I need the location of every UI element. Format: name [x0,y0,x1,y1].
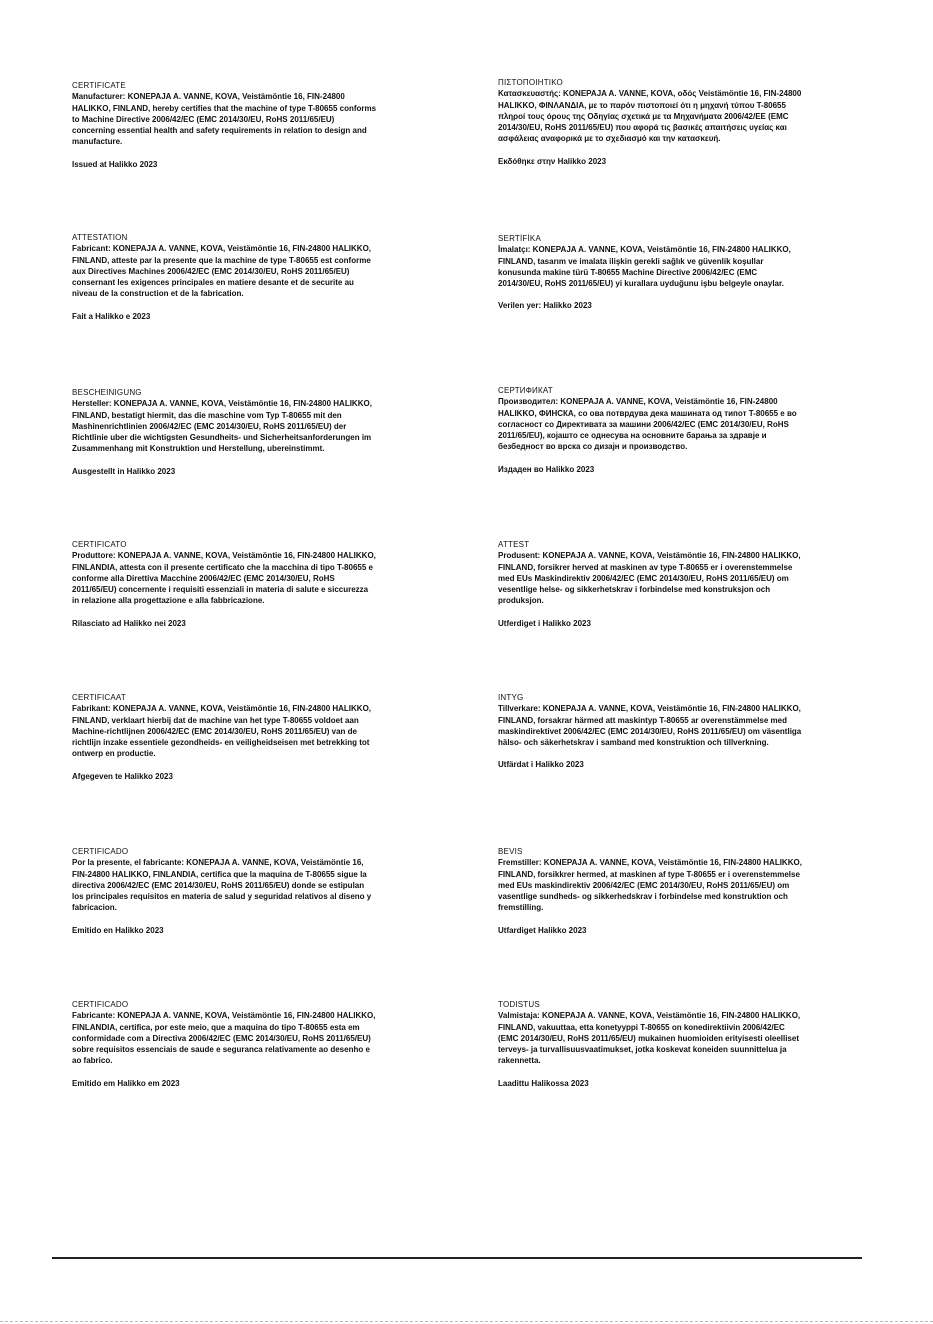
certificate-body: Tillverkare: KONEPAJA A. VANNE, KOVA, Veistämöntie 16, FIN-24800 HALIKKO, FINLAND, forsakrar härmed att maskintyp T-80655 ar overenstämmelse med maskindirektivet 2006/42/EC (EMC 2014/30/EU, RoHS 2011/65/EU) om väsentliga hälso- och säkerhetskrav i samband med konstruktion och tillverkning. [498,704,802,748]
certificate-title: CERTIFICADO [72,847,129,856]
certificate-tr [498,233,803,312]
certificate-title: CERTIFICATO [72,540,127,549]
certificate-issued: Emitido em Halikko em 2023 [72,1078,180,1088]
certificate-title: SERTİFİKA [498,234,541,243]
certificate-issued: Afgegeven te Halikko 2023 [72,771,173,781]
certificate-title: ΠΙΣΤΟΠΟΙΗΤΙΚΟ [498,78,563,87]
certificate-issued: Verilen yer: Halikko 2023 [498,301,592,311]
certificate-mk [498,385,803,475]
certificate-it [72,539,377,629]
certificate-da [498,846,803,936]
certificate-title: CERTIFICADO [72,1000,129,1009]
certificate-title: CERTIFICAAT [72,693,126,702]
certificate-es [72,846,377,936]
certificate-title: СЕРТИФИКАТ [498,386,553,395]
certificate-nl [72,692,377,782]
certificate-body: Fabrikant: KONEPAJA A. VANNE, KOVA, Veistämöntie 16, FIN-24800 HALIKKO, FINLAND, verklaart hierbij dat de machine van het type T-80655 voldoet aan Machine-richtlijnen 2006/42/EC (EMC 2014/30/EU, RoHS 2011/65/EU) van de richtlijn inzake essentiele gezondheids- en veiligheidseisen met betrekking tot ontwerp en productie. [72,704,372,759]
certificate-body: Valmistaja: KONEPAJA A. VANNE, KOVA, Veistämöntie 16, FIN-24800 HALIKKO, FINLAND, vakuuttaa, etta konetyyppi T-80655 on konedirektiivin 2006/42/EC (EMC 2014/30/EU, RoHS 2011/65/EU) mukainen huomioiden erityisesti oleelliset terveys- ja turvallisuusvaatimukset, jotka koskevat koneiden suunnittelua ja rakennetta. [498,1011,801,1066]
certificate-body: Производител: KONEPAJA A. VANNE, KOVA, Veistämöntie 16, FIN-24800 HALIKKO, ФИНСКА, со ова потврдува дека машината од типот T-80655 е во согласност со Директивата за машини 2006/42/EC (EMC 2014/30/EU, RoHS 2011/65/EU), којашто се однесува на основните барања за здравје и безбедност во врска со дизајн и производство. [498,397,797,452]
certificate-fi [498,999,803,1089]
certificate-body: Manufacturer: KONEPAJA A. VANNE, KOVA, Veistämöntie 16, FIN-24800 HALIKKO, FINLAND, hereby certifies that the machine of type T-80655 conforms to Machine Directive 2006/42/EC (EMC 2014/30/EU, RoHS 2011/65/EU) concerning essential health and safety requirements in relation to design and manufacture. [72,92,377,147]
certificate-title: BEVIS [498,847,523,856]
page-edge-divider [0,1321,933,1322]
certificate-body: Κατασκευαστής: KONEPAJA A. VANNE, KOVA, οδός Veistämöntie 16, FIN-24800 HALIKKO, ΦΙΝΛΑΝΔΙΑ, με το παρόν πιστοποιεί ότι η μηχανή τύπου T-80655 πληροί τους όρους της Οδηγίας σχετικά με τα Μηχανήματα 2006/42/EE (EMC 2014/30/EU, RoHS 2011/65/EU) που αφορά τις βασικές απαιτήσεις υγείας και ασφάλειας αναφορικά με το σχεδιασμό και την κατασκευή. [498,89,802,144]
certificate-issued: Rilasciato ad Halikko nei 2023 [72,618,186,628]
certificate-sv [498,692,803,771]
certificate-body: Fabricant: KONEPAJA A. VANNE, KOVA, Veistämöntie 16, FIN-24800 HALIKKO, FINLAND, atteste par la presente que la machine de type T-80655 est conforme aux Directives Machines 2006/42/EC (EMC 2014/30/EU, RoHS 2011/65/EU) consernant les exigences principales en matiere desante et de securite au niveau de la construction et de la fabrication. [72,244,372,299]
footer-rule [52,1257,862,1259]
certificate-en [72,80,377,170]
certificate-title: CERTIFICATE [72,81,126,90]
certificate-issued: Εκδόθηκε στην Halikko 2023 [498,156,607,166]
certificate-body: Produttore: KONEPAJA A. VANNE, KOVA, Veistämöntie 16, FIN-24800 HALIKKO, FINLANDIA, attesta con il presente certificato che la macchina di tipo T-80655 e conforme alla Direttiva Macchine 2006/42/EC (EMC 2014/30/EU, RoHS 2011/65/EU) concernente i requisiti essenziali in materia di salute e siccurezza in relazione alla progettazione e alla fabbricazione. [72,551,376,606]
certificate-issued: Utfärdat i Halikko 2023 [498,760,584,770]
certificate-body: İmalatçı: KONEPAJA A. VANNE, KOVA, Veistämöntie 16, FIN-24800 HALIKKO, FINLAND, tasarım ve imalata ilişkin gerekli sağlık ve güvenlik koşullar konusunda makine türü T-80655 Machine Directive 2006/42/EC (EMC 2014/30/EU, RoHS 2011/65/EU) yi kurallara uyduğunu işbu belgeyle onaylar. [498,245,791,289]
certificate-el [498,77,803,167]
certificate-body: Fremstiller: KONEPAJA A. VANNE, KOVA, Veistämöntie 16, FIN-24800 HALIKKO, FINLAND, forsikkrer hermed, at maskinen af type T-80655 er i overenstemmelse med EUs maskindirektiv 2006/42/EC (EMC 2014/30/EU, RoHS 2011/65/EU) om vasentlige sundheds- og sikkerhedskrav i forbindelse med konstruktion och fremstilling. [498,858,802,913]
certificate-title: ATTEST [498,540,530,549]
certificate-title: INTYG [498,693,524,702]
certificate-no [498,539,803,629]
certificate-issued: Ausgestellt in Halikko 2023 [72,466,176,476]
certificate-title: BESCHEINIGUNG [72,388,142,397]
certificate-title: ATTESTATION [72,233,128,242]
certificate-body: Fabricante: KONEPAJA A. VANNE, KOVA, Veistämöntie 16, FIN-24800 HALIKKO, FINLANDIA, certifica, por este meio, que a maquina do tipo T-80655 esta em conformidade com a Directiva 2006/42/EC (EMC 2014/30/EU, RoHS 2011/65/EU) sobre requisitos essenciais de saude e seguranca relativamente ao desenho e ao fabrico. [72,1011,376,1066]
certificate-issued: Emitido en Halikko 2023 [72,925,164,935]
certificate-issued: Издаден во Halikko 2023 [498,464,595,474]
certificate-issued: Issued at Halikko 2023 [72,159,158,169]
certificate-issued: Utferdiget i Halikko 2023 [498,618,591,628]
certificate-de [72,387,377,477]
certificate-issued: Laadittu Halikossa 2023 [498,1078,589,1088]
certificate-body: Por la presente, el fabricante: KONEPAJA A. VANNE, KOVA, Veistämöntie 16, FIN-24800 HALIKKO, FINLANDIA, certifica que la maquina de T-80655 sigue la directiva 2006/42/EC (EMC 2014/30/EU, RoHS 2011/65/EU) donde se estipulan los principales requisitos en materia de salud y seguridad relativos al diseno y fabricacion. [72,858,372,913]
certificate-issued: Utfardiget Halikko 2023 [498,925,587,935]
certificate-body: Produsent: KONEPAJA A. VANNE, KOVA, Veistämöntie 16, FIN-24800 HALIKKO, FINLAND, forsikrer herved at maskinen av type T-80655 er i overenstemmelse med EUs Maskindirektiv 2006/42/EC (EMC 2014/30/EU, RoHS 2011/65/EU) om vesentlige helse- og sikkerhetskrav i forbindelse med konstruksjon och produksjon. [498,551,801,606]
certificate-pt [72,999,377,1089]
certificate-body: Hersteller: KONEPAJA A. VANNE, KOVA, Veistämöntie 16, FIN-24800 HALIKKO, FINLAND, bestatigt hiermit, das die maschine vom Typ T-80655 mit den Mashinenrichtlinien 2006/42/EC (EMC 2014/30/EU, RoHS 2011/65/EU) der Richtlinie uber die wichtigsten Gesundheits- und Sicherheitsanforderungen im Zusammenhang mit Konstruktion und Herstellung, ubereinstimmt. [72,399,372,454]
certificate-title: TODISTUS [498,1000,540,1009]
certificate-fr [72,232,377,322]
certificate-issued: Fait a Halikko e 2023 [72,311,151,321]
